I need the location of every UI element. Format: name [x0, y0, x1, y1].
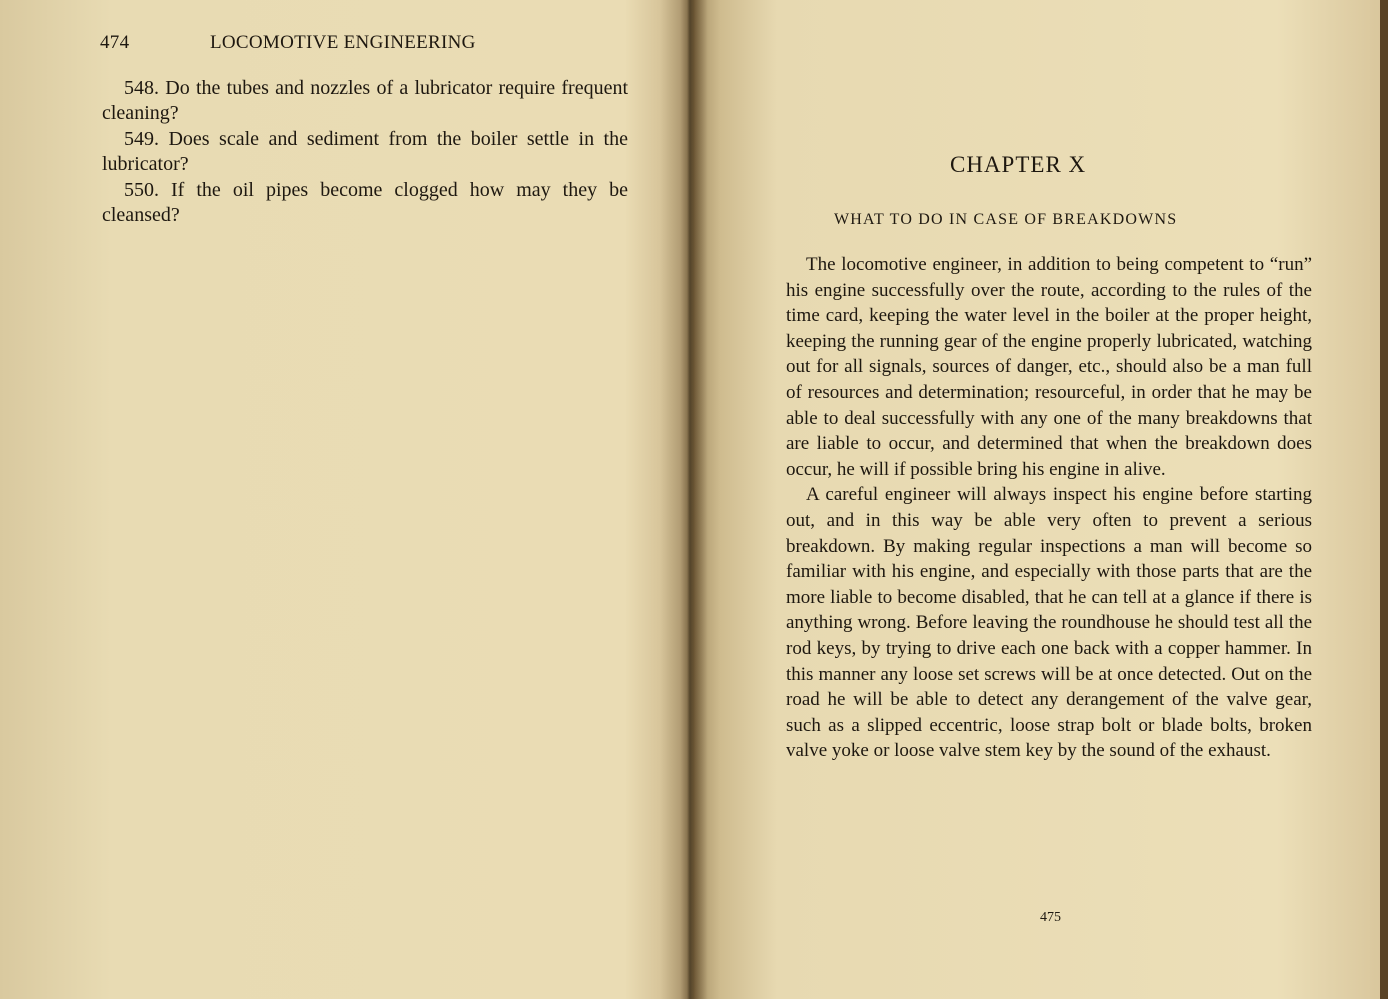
- body-paragraph: A careful engineer will always inspect his engine before starting out, and in this way be able very often to prevent a serious breakdown. By making regular inspections a man will become so familiar with his engine, and especially with those parts that are the more liable to become disabled, that he can tell at a glance if there is anything wrong. Before leaving the roundhouse he should test all the rod keys, by trying to drive each one back with a copper hammer. In this manner any loose set screws will be at once detected. Out on the road he will be able to detect any derangement of the valve gear, such as a slipped eccentric, loose strap bolt or blade bolts, broken valve yoke or loose valve stem key by the sound of the exhaust.: [786, 484, 1312, 762]
- body-paragraph: The locomotive engineer, in addition to being competent to “run” his engine successfully over the route, according to the rules of the time card, keeping the water level in the boiler at the proper height, keeping the running gear of the engine properly lubricated, watching out for all signals, sources of danger, etc., should also be a man full of resources and determination; resourceful, in order that he may be able to deal successfully with any one of the many breakdowns that are liable to occur, and determined that when the breakdown does occur, he will if possible bring his engine in alive.: [786, 254, 1312, 480]
- running-title: LOCOMOTIVE ENGINEERING: [210, 32, 476, 53]
- chapter-title: CHAPTER X: [950, 152, 1087, 177]
- book-edge: [1380, 0, 1388, 999]
- question-item: 550. If the oil pipes become clogged how may they be cleansed?: [102, 179, 628, 226]
- page-number: 474: [100, 32, 130, 53]
- question-item: 548. Do the tubes and nozzles of a lubricator require frequent cleaning?: [102, 77, 628, 124]
- page-number: 475: [1040, 910, 1061, 925]
- chapter-subtitle: WHAT TO DO IN CASE OF BREAKDOWNS: [834, 211, 1178, 228]
- question-item: 549. Does scale and sediment from the boiler settle in the lubricator?: [102, 128, 628, 175]
- question-list: [102, 76, 628, 229]
- chapter-body: [786, 252, 1312, 764]
- left-page: [0, 0, 680, 999]
- right-page: [700, 0, 1388, 999]
